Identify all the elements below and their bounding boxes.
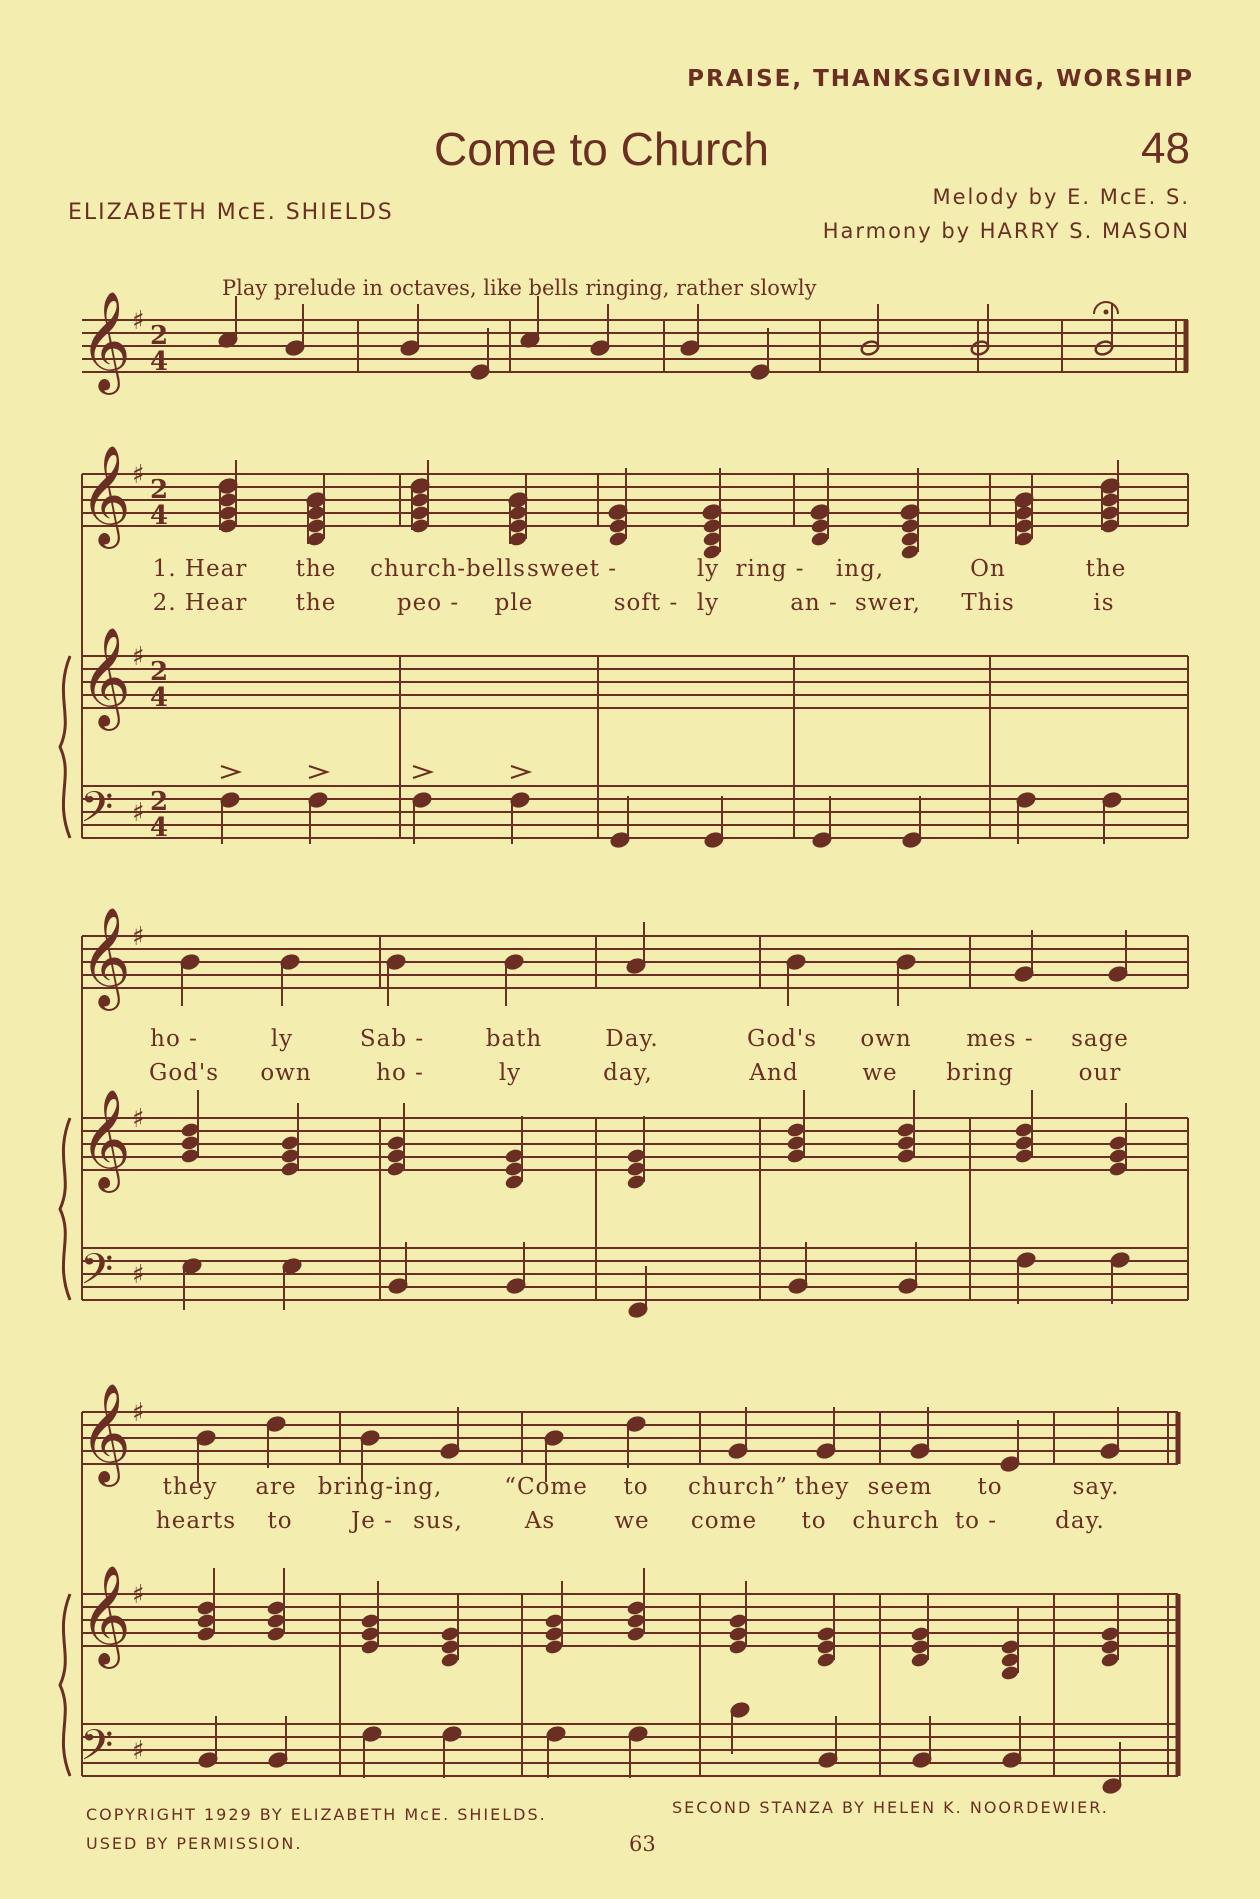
lyric-syllable: are <box>255 1474 297 1500</box>
lyric-syllable: church <box>852 1508 940 1534</box>
lyric-syllable: ple <box>494 590 534 616</box>
lyric-syllable: bring-ing, <box>317 1474 443 1500</box>
lyric-syllable: seem <box>867 1474 933 1500</box>
lyric-syllable: the <box>295 590 337 616</box>
grand-staff-brace <box>60 656 70 838</box>
lyric-syllable: sweet - <box>526 556 618 582</box>
lyric-syllable: 1. Hear <box>152 556 248 582</box>
lyric-syllable: bath <box>485 1026 543 1052</box>
lyric-syllable: to <box>267 1508 293 1534</box>
lyric-syllable: soft - <box>613 590 679 616</box>
time-signature-upper: 2 <box>150 787 169 817</box>
bass-clef: 𝄢 <box>80 1721 114 1781</box>
lyric-syllable: say. <box>1072 1474 1120 1500</box>
copyright-line: COPYRIGHT 1929 BY ELIZABETH McE. SHIELDS. <box>86 1805 547 1824</box>
lyric-syllable: Sab - <box>359 1026 425 1052</box>
lyric-syllable: to <box>623 1474 649 1500</box>
accent-mark <box>511 766 529 778</box>
lyric-syllable: day, <box>603 1060 653 1086</box>
lyric-syllable: ho - <box>376 1060 424 1086</box>
treble-clef: 𝄞 <box>80 291 131 391</box>
lyric-syllable: ly <box>270 1026 294 1052</box>
page-number: 63 <box>629 1832 656 1856</box>
key-signature-sharp: ♯ <box>132 1398 145 1428</box>
treble-clef: 𝄞 <box>80 1383 131 1483</box>
bass-clef: 𝄢 <box>80 1245 114 1305</box>
lyric-syllable: the <box>1085 556 1127 582</box>
permission-line: USED BY PERMISSION. <box>86 1834 303 1853</box>
hymn-number: 48 <box>1141 124 1190 173</box>
treble-clef: 𝄞 <box>80 1565 131 1665</box>
lyric-syllable: God's <box>746 1026 818 1052</box>
accent-mark <box>413 766 431 778</box>
lyric-syllable: peo - <box>396 590 460 616</box>
time-signature-upper: 2 <box>150 657 169 687</box>
lyricist-credit: ELIZABETH McE. SHIELDS <box>68 200 394 225</box>
lyric-syllable: God's <box>148 1060 220 1086</box>
lyric-syllable: As <box>524 1508 556 1534</box>
key-signature-sharp: ♯ <box>132 306 145 336</box>
treble-clef: 𝄞 <box>80 627 131 727</box>
key-signature-sharp: ♯ <box>132 1260 145 1290</box>
lyric-syllable: swer, <box>855 590 921 616</box>
key-signature-sharp: ♯ <box>132 1736 145 1766</box>
lyric-syllable: 2. Hear <box>152 590 248 616</box>
treble-clef: 𝄞 <box>80 445 131 545</box>
key-signature-sharp: ♯ <box>132 642 145 672</box>
lyric-syllable: day. <box>1055 1508 1105 1534</box>
time-signature-upper: 2 <box>150 321 169 351</box>
lyric-syllable: own <box>860 1026 912 1052</box>
lyric-syllable: ly <box>696 590 720 616</box>
bass-clef: 𝄢 <box>80 783 114 843</box>
lyric-syllable: Day. <box>605 1026 659 1052</box>
lyric-syllable: “Come <box>504 1474 588 1500</box>
lyric-syllable: ing, <box>835 556 885 582</box>
lyric-syllable: bring <box>946 1060 1014 1086</box>
time-signature-lower: 4 <box>150 813 169 843</box>
time-signature-lower: 4 <box>150 683 169 713</box>
lyric-syllable: we <box>614 1508 650 1534</box>
harmony-credit: Harmony by HARRY S. MASON <box>822 219 1190 243</box>
lyric-syllable: sus, <box>413 1508 463 1534</box>
lyric-syllable: And <box>749 1060 799 1086</box>
key-signature-sharp: ♯ <box>132 1580 145 1610</box>
lyric-syllable: the <box>295 556 337 582</box>
treble-clef: 𝄞 <box>80 907 131 1007</box>
fermata-dot <box>1104 310 1109 315</box>
key-signature-sharp: ♯ <box>132 460 145 490</box>
lyric-syllable: our <box>1078 1060 1122 1086</box>
lyric-syllable: to <box>801 1508 827 1534</box>
treble-clef: 𝄞 <box>80 1089 131 1189</box>
lyric-syllable: own <box>260 1060 312 1086</box>
accent-mark <box>221 766 239 778</box>
lyric-syllable: to <box>977 1474 1003 1500</box>
key-signature-sharp: ♯ <box>132 922 145 952</box>
lyric-syllable: an - <box>790 590 838 616</box>
accent-mark <box>309 766 327 778</box>
key-signature-sharp: ♯ <box>132 1104 145 1134</box>
lyric-syllable: ho - <box>150 1026 198 1052</box>
hymn-title: Come to Church <box>434 123 769 175</box>
time-signature-lower: 4 <box>150 347 169 377</box>
time-signature-upper: 2 <box>150 475 169 505</box>
lyric-syllable: come <box>690 1508 758 1534</box>
grand-staff-brace <box>60 1118 70 1300</box>
time-signature-lower: 4 <box>150 501 169 531</box>
lyric-syllable: mes - <box>966 1026 1034 1052</box>
grand-staff-brace <box>60 1594 70 1776</box>
lyric-syllable: Je - <box>351 1508 393 1534</box>
copyright-notice <box>86 1800 547 1858</box>
lyric-syllable: ring - <box>735 556 805 582</box>
prelude-direction: Play prelude in octaves, like bells ringing, rather slowly <box>222 276 817 300</box>
lyric-syllable: sage <box>1071 1026 1129 1052</box>
melody-credit: Melody by E. McE. S. <box>932 185 1190 209</box>
lyric-syllable: church” <box>688 1474 788 1500</box>
lyric-syllable: to - <box>954 1508 998 1534</box>
lyric-syllable: we <box>862 1060 898 1086</box>
lyric-syllable: they <box>794 1474 850 1500</box>
section-heading: PRAISE, THANKSGIVING, WORSHIP <box>687 66 1194 92</box>
lyric-syllable: On <box>970 556 1006 582</box>
lyric-syllable: is <box>1093 590 1115 616</box>
lyric-syllable: they <box>162 1474 218 1500</box>
second-stanza-credit: SECOND STANZA BY HELEN K. NOORDEWIER. <box>672 1798 1109 1817</box>
key-signature-sharp: ♯ <box>132 798 145 828</box>
lyric-syllable: hearts <box>155 1508 237 1534</box>
lyric-syllable: church-bells <box>370 556 526 582</box>
lyric-syllable: This <box>961 590 1015 616</box>
lyric-syllable: ly <box>696 556 720 582</box>
lyric-syllable: ly <box>498 1060 522 1086</box>
